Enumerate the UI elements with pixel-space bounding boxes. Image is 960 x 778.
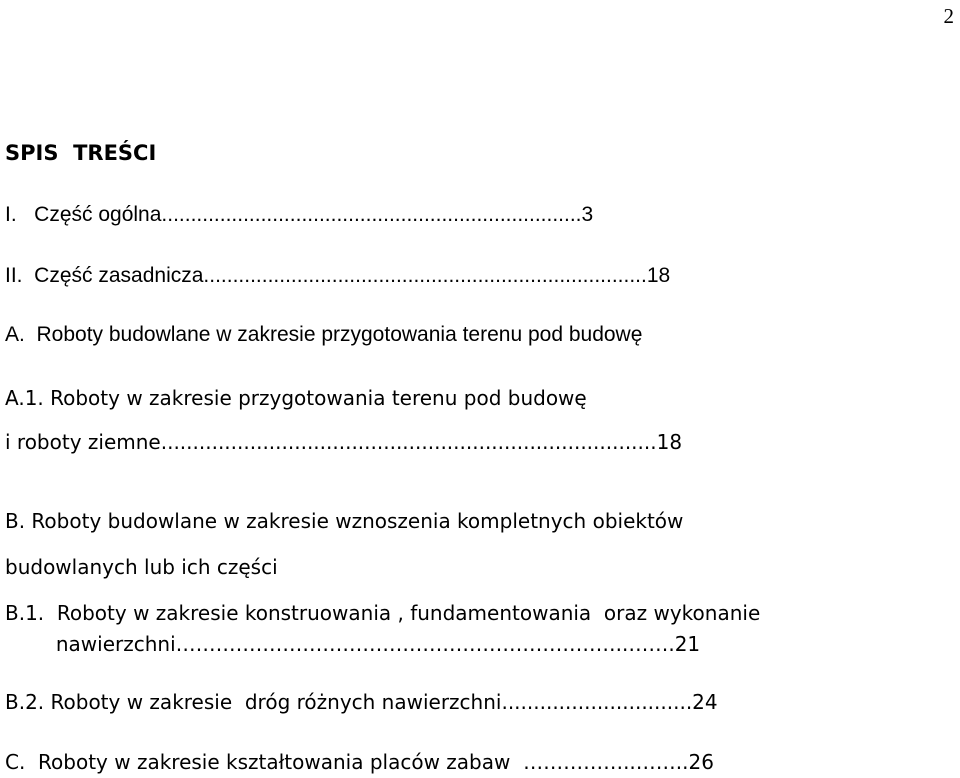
toc-entry-b2: B.2. Roboty w zakresie dróg różnych nawierzchni..............................24 [5,690,718,714]
toc-entry-section-b-line1: B. Roboty budowlane w zakresie wznoszenia kompletnych obiektów [5,509,684,533]
toc-entry-a1-line1: A.1. Roboty w zakresie przygotowania terenu pod budowę [5,386,587,410]
toc-entry-part-2: II. Część zasadnicza............................................................................18 [5,264,671,287]
toc-entry-part-1: I. Część ogólna........................................................................3 [5,203,594,226]
toc-entry-a1-line2: i roboty ziemne..............................................................................18 [5,430,683,454]
toc-entry-b1-line1: B.1. Roboty w zakresie konstruowania , fundamentowania oraz wykonanie [5,601,761,625]
page-title: SPIS TREŚCI [5,141,157,165]
toc-entry-section-b-line2: budowlanych lub ich części [5,555,278,579]
toc-entry-section-a: A. Roboty budowlane w zakresie przygotowania terenu pod budowę [5,323,643,346]
toc-entry-b1-line2: nawierzchni…………………………………………………………..…….21 [5,632,701,656]
toc-entry-section-c: C. Roboty w zakresie kształtowania placów zabaw ……………..……..26 [5,750,714,774]
page-number: 2 [943,4,954,28]
